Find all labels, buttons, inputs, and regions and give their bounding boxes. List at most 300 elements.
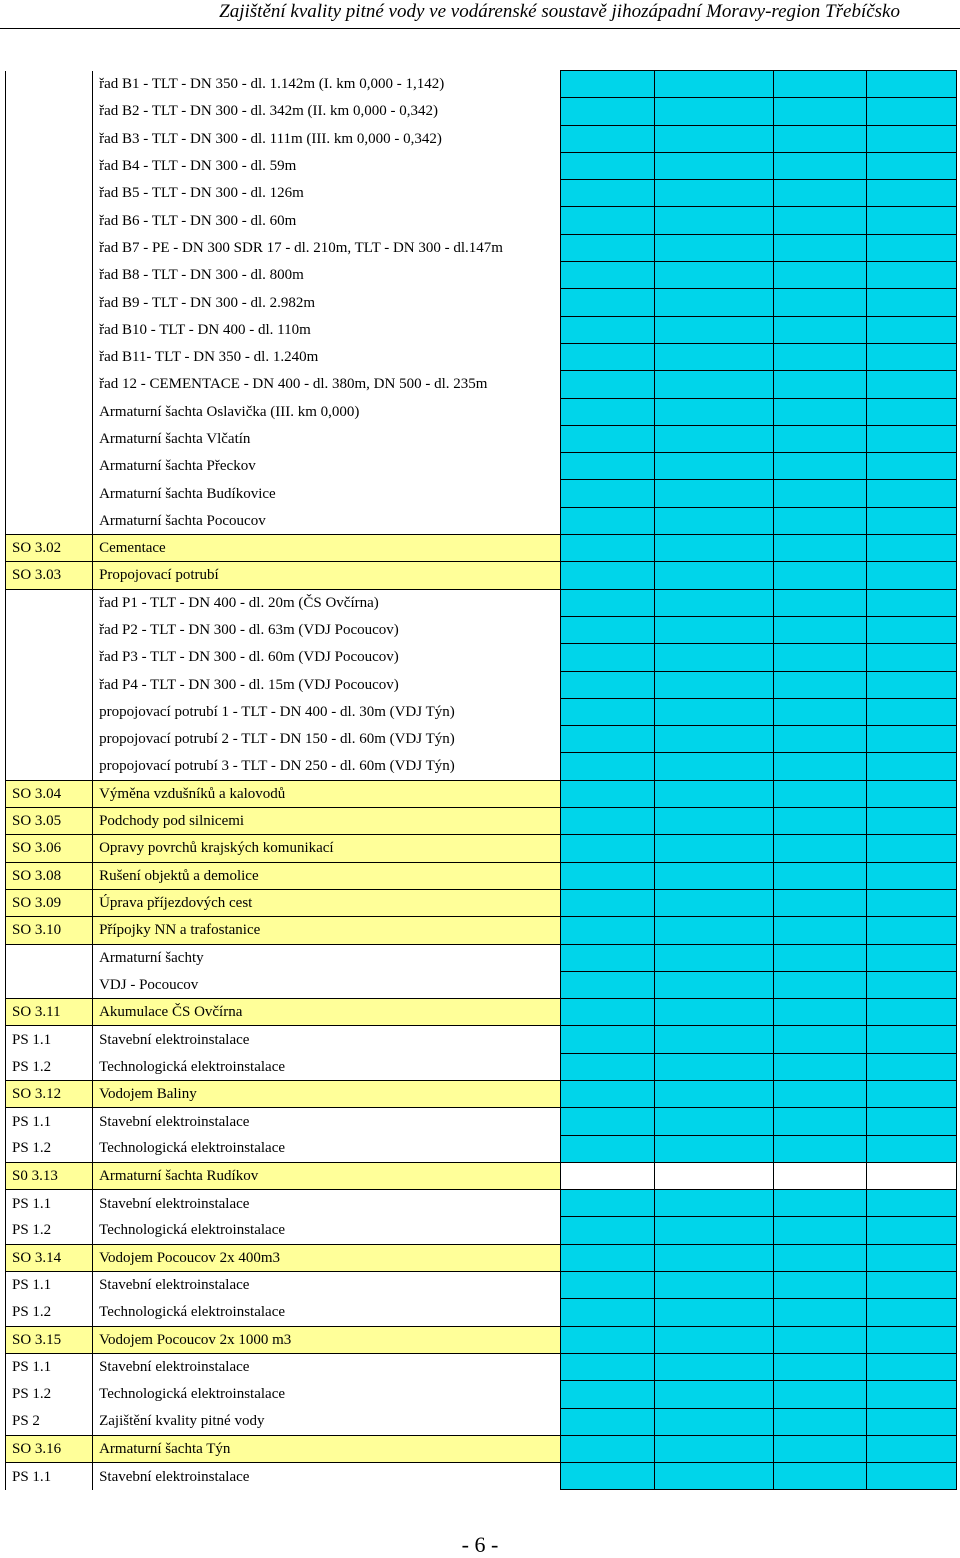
row-code bbox=[6, 316, 93, 343]
row-code bbox=[6, 371, 93, 398]
row-code bbox=[6, 289, 93, 316]
row-code bbox=[6, 944, 93, 971]
table-row bbox=[6, 698, 957, 725]
value-cell-4 bbox=[866, 453, 956, 480]
row-code: SO 3.03 bbox=[6, 562, 93, 589]
value-cell-1 bbox=[560, 589, 654, 616]
table-row bbox=[6, 1326, 957, 1353]
value-cell-2 bbox=[654, 616, 773, 643]
header-rule bbox=[0, 28, 960, 29]
value-cell-3 bbox=[773, 98, 866, 125]
table-row bbox=[6, 1190, 957, 1217]
row-description: Cementace bbox=[93, 535, 560, 562]
table-row bbox=[6, 780, 957, 807]
row-code: PS 1.1 bbox=[6, 1190, 93, 1217]
value-cell-1 bbox=[560, 316, 654, 343]
value-cell-1 bbox=[560, 234, 654, 261]
row-code: PS 1.2 bbox=[6, 1053, 93, 1080]
value-cell-4 bbox=[866, 1108, 956, 1135]
value-cell-3 bbox=[773, 808, 866, 835]
value-cell-4 bbox=[866, 999, 956, 1026]
row-code: S0 3.13 bbox=[6, 1162, 93, 1189]
document-title: Zajištění kvality pitné vody ve vodárenské soustavě jihozápadní Moravy-region Třebíčsko bbox=[219, 1, 900, 22]
value-cell-2 bbox=[654, 425, 773, 452]
value-cell-1 bbox=[560, 753, 654, 780]
value-cell-2 bbox=[654, 780, 773, 807]
value-cell-2 bbox=[654, 835, 773, 862]
row-code bbox=[6, 180, 93, 207]
table-row bbox=[6, 1162, 957, 1189]
value-cell-2 bbox=[654, 753, 773, 780]
value-cell-3 bbox=[773, 1108, 866, 1135]
value-cell-1 bbox=[560, 726, 654, 753]
table-row bbox=[6, 507, 957, 534]
row-description: řad B8 - TLT - DN 300 - dl. 800m bbox=[93, 262, 560, 289]
value-cell-2 bbox=[654, 808, 773, 835]
value-cell-1 bbox=[560, 1190, 654, 1217]
value-cell-1 bbox=[560, 671, 654, 698]
row-code bbox=[6, 453, 93, 480]
value-cell-3 bbox=[773, 262, 866, 289]
value-cell-2 bbox=[654, 1408, 773, 1435]
value-cell-1 bbox=[560, 1135, 654, 1162]
row-description: Podchody pod silnicemi bbox=[93, 808, 560, 835]
row-code: SO 3.12 bbox=[6, 1080, 93, 1107]
table-row bbox=[6, 644, 957, 671]
value-cell-2 bbox=[654, 398, 773, 425]
value-cell-1 bbox=[560, 917, 654, 944]
value-cell-1 bbox=[560, 1217, 654, 1244]
value-cell-4 bbox=[866, 917, 956, 944]
value-cell-3 bbox=[773, 971, 866, 998]
value-cell-2 bbox=[654, 507, 773, 534]
value-cell-3 bbox=[773, 1190, 866, 1217]
value-cell-4 bbox=[866, 1326, 956, 1353]
row-description: Stavební elektroinstalace bbox=[93, 1108, 560, 1135]
value-cell-4 bbox=[866, 671, 956, 698]
page-number: - 6 - bbox=[461, 1532, 499, 1557]
value-cell-2 bbox=[654, 862, 773, 889]
value-cell-1 bbox=[560, 1326, 654, 1353]
row-code: PS 1.1 bbox=[6, 1272, 93, 1299]
table-row bbox=[6, 1244, 957, 1271]
value-cell-4 bbox=[866, 316, 956, 343]
table-row bbox=[6, 808, 957, 835]
value-cell-2 bbox=[654, 971, 773, 998]
row-code bbox=[6, 726, 93, 753]
row-description: VDJ - Pocoucov bbox=[93, 971, 560, 998]
row-description: řad B11- TLT - DN 350 - dl. 1.240m bbox=[93, 343, 560, 370]
page-header bbox=[0, 0, 960, 30]
row-description: Technologická elektroinstalace bbox=[93, 1299, 560, 1326]
value-cell-3 bbox=[773, 1244, 866, 1271]
value-cell-4 bbox=[866, 398, 956, 425]
value-cell-4 bbox=[866, 944, 956, 971]
value-cell-2 bbox=[654, 316, 773, 343]
row-code: SO 3.05 bbox=[6, 808, 93, 835]
value-cell-2 bbox=[654, 999, 773, 1026]
table-row bbox=[6, 535, 957, 562]
value-cell-2 bbox=[654, 234, 773, 261]
value-cell-4 bbox=[866, 589, 956, 616]
table-row bbox=[6, 1026, 957, 1053]
value-cell-3 bbox=[773, 698, 866, 725]
value-cell-4 bbox=[866, 262, 956, 289]
value-cell-4 bbox=[866, 98, 956, 125]
value-cell-1 bbox=[560, 125, 654, 152]
value-cell-2 bbox=[654, 1244, 773, 1271]
row-description: Vodojem Baliny bbox=[93, 1080, 560, 1107]
value-cell-4 bbox=[866, 1244, 956, 1271]
value-cell-2 bbox=[654, 917, 773, 944]
row-code bbox=[6, 71, 93, 98]
row-description: Armaturní šachta Oslavička (III. km 0,000) bbox=[93, 398, 560, 425]
value-cell-1 bbox=[560, 1162, 654, 1189]
value-cell-3 bbox=[773, 343, 866, 370]
row-description: Armaturní šachta Přeckov bbox=[93, 453, 560, 480]
row-description: řad B5 - TLT - DN 300 - dl. 126m bbox=[93, 180, 560, 207]
value-cell-3 bbox=[773, 644, 866, 671]
value-cell-4 bbox=[866, 1190, 956, 1217]
row-description: Vodojem Pocoucov 2x 1000 m3 bbox=[93, 1326, 560, 1353]
row-description: Stavební elektroinstalace bbox=[93, 1272, 560, 1299]
value-cell-1 bbox=[560, 480, 654, 507]
row-description: Technologická elektroinstalace bbox=[93, 1217, 560, 1244]
row-description: Armaturní šachta Budíkovice bbox=[93, 480, 560, 507]
row-code bbox=[6, 644, 93, 671]
value-cell-4 bbox=[866, 616, 956, 643]
value-cell-2 bbox=[654, 152, 773, 179]
row-code: SO 3.09 bbox=[6, 889, 93, 916]
row-description: Technologická elektroinstalace bbox=[93, 1053, 560, 1080]
value-cell-2 bbox=[654, 1026, 773, 1053]
value-cell-1 bbox=[560, 289, 654, 316]
table-row bbox=[6, 1272, 957, 1299]
value-cell-4 bbox=[866, 1353, 956, 1380]
value-cell-2 bbox=[654, 180, 773, 207]
row-description: Armaturní šachta Rudíkov bbox=[93, 1162, 560, 1189]
value-cell-3 bbox=[773, 1299, 866, 1326]
value-cell-2 bbox=[654, 1272, 773, 1299]
row-code bbox=[6, 698, 93, 725]
value-cell-3 bbox=[773, 889, 866, 916]
table-row bbox=[6, 343, 957, 370]
row-code bbox=[6, 753, 93, 780]
value-cell-1 bbox=[560, 616, 654, 643]
table-row bbox=[6, 152, 957, 179]
value-cell-3 bbox=[773, 125, 866, 152]
table-row bbox=[6, 753, 957, 780]
value-cell-3 bbox=[773, 726, 866, 753]
row-code: SO 3.14 bbox=[6, 1244, 93, 1271]
table-row bbox=[6, 480, 957, 507]
row-code bbox=[6, 616, 93, 643]
row-description: propojovací potrubí 2 - TLT - DN 150 - dl. 60m (VDJ Týn) bbox=[93, 726, 560, 753]
value-cell-3 bbox=[773, 398, 866, 425]
table-row bbox=[6, 1463, 957, 1490]
value-cell-2 bbox=[654, 1190, 773, 1217]
value-cell-2 bbox=[654, 1135, 773, 1162]
row-code bbox=[6, 98, 93, 125]
value-cell-3 bbox=[773, 999, 866, 1026]
row-description: propojovací potrubí 3 - TLT - DN 250 - dl. 60m (VDJ Týn) bbox=[93, 753, 560, 780]
row-code bbox=[6, 480, 93, 507]
row-description: řad B7 - PE - DN 300 SDR 17 - dl. 210m, TLT - DN 300 - dl.147m bbox=[93, 234, 560, 261]
row-code bbox=[6, 971, 93, 998]
value-cell-1 bbox=[560, 535, 654, 562]
value-cell-3 bbox=[773, 1135, 866, 1162]
row-description: řad B1 - TLT - DN 350 - dl. 1.142m (I. km 0,000 - 1,142) bbox=[93, 71, 560, 98]
value-cell-3 bbox=[773, 1381, 866, 1408]
value-cell-1 bbox=[560, 1435, 654, 1462]
row-description: řad 12 - CEMENTACE - DN 400 - dl. 380m, DN 500 - dl. 235m bbox=[93, 371, 560, 398]
value-cell-2 bbox=[654, 1381, 773, 1408]
value-cell-3 bbox=[773, 289, 866, 316]
table-row bbox=[6, 917, 957, 944]
value-cell-3 bbox=[773, 562, 866, 589]
table-row bbox=[6, 398, 957, 425]
table-row bbox=[6, 862, 957, 889]
value-cell-4 bbox=[866, 1080, 956, 1107]
value-cell-2 bbox=[654, 1299, 773, 1326]
table-row bbox=[6, 1381, 957, 1408]
value-cell-3 bbox=[773, 152, 866, 179]
row-code: PS 1.2 bbox=[6, 1135, 93, 1162]
value-cell-1 bbox=[560, 999, 654, 1026]
value-cell-1 bbox=[560, 1272, 654, 1299]
value-cell-3 bbox=[773, 480, 866, 507]
value-cell-4 bbox=[866, 698, 956, 725]
value-cell-3 bbox=[773, 1272, 866, 1299]
table-row bbox=[6, 999, 957, 1026]
value-cell-4 bbox=[866, 1272, 956, 1299]
row-description: řad B2 - TLT - DN 300 - dl. 342m (II. km 0,000 - 0,342) bbox=[93, 98, 560, 125]
value-cell-1 bbox=[560, 262, 654, 289]
table-row bbox=[6, 180, 957, 207]
table-row bbox=[6, 71, 957, 98]
value-cell-3 bbox=[773, 207, 866, 234]
row-description: řad P1 - TLT - DN 400 - dl. 20m (ČS Ovčírna) bbox=[93, 589, 560, 616]
row-code: SO 3.15 bbox=[6, 1326, 93, 1353]
value-cell-1 bbox=[560, 1408, 654, 1435]
value-cell-3 bbox=[773, 1080, 866, 1107]
row-description: řad B3 - TLT - DN 300 - dl. 111m (III. km 0,000 - 0,342) bbox=[93, 125, 560, 152]
value-cell-2 bbox=[654, 1162, 773, 1189]
table-row bbox=[6, 1299, 957, 1326]
value-cell-3 bbox=[773, 1353, 866, 1380]
row-code: SO 3.11 bbox=[6, 999, 93, 1026]
value-cell-3 bbox=[773, 1463, 866, 1490]
table-row bbox=[6, 944, 957, 971]
value-cell-3 bbox=[773, 507, 866, 534]
value-cell-4 bbox=[866, 425, 956, 452]
value-cell-2 bbox=[654, 71, 773, 98]
value-cell-1 bbox=[560, 98, 654, 125]
value-cell-4 bbox=[866, 371, 956, 398]
value-cell-2 bbox=[654, 289, 773, 316]
value-cell-4 bbox=[866, 562, 956, 589]
row-description: Armaturní šachta Týn bbox=[93, 1435, 560, 1462]
value-cell-2 bbox=[654, 480, 773, 507]
value-cell-3 bbox=[773, 1026, 866, 1053]
row-code bbox=[6, 398, 93, 425]
value-cell-2 bbox=[654, 1326, 773, 1353]
table-body bbox=[6, 71, 957, 1490]
value-cell-2 bbox=[654, 589, 773, 616]
value-cell-3 bbox=[773, 1053, 866, 1080]
value-cell-4 bbox=[866, 234, 956, 261]
value-cell-4 bbox=[866, 1162, 956, 1189]
value-cell-3 bbox=[773, 944, 866, 971]
value-cell-3 bbox=[773, 780, 866, 807]
row-description: Opravy povrchů krajských komunikací bbox=[93, 835, 560, 862]
value-cell-3 bbox=[773, 616, 866, 643]
value-cell-3 bbox=[773, 1162, 866, 1189]
value-cell-2 bbox=[654, 1463, 773, 1490]
value-cell-3 bbox=[773, 1326, 866, 1353]
row-description: řad P3 - TLT - DN 300 - dl. 60m (VDJ Pocoucov) bbox=[93, 644, 560, 671]
table-row bbox=[6, 971, 957, 998]
row-code: PS 2 bbox=[6, 1408, 93, 1435]
row-code bbox=[6, 234, 93, 261]
value-cell-4 bbox=[866, 835, 956, 862]
row-code bbox=[6, 425, 93, 452]
value-cell-1 bbox=[560, 398, 654, 425]
table-row bbox=[6, 1353, 957, 1380]
value-cell-2 bbox=[654, 1080, 773, 1107]
value-cell-4 bbox=[866, 507, 956, 534]
value-cell-2 bbox=[654, 98, 773, 125]
value-cell-1 bbox=[560, 1353, 654, 1380]
value-cell-1 bbox=[560, 944, 654, 971]
row-description: Armaturní šachty bbox=[93, 944, 560, 971]
value-cell-3 bbox=[773, 371, 866, 398]
value-cell-3 bbox=[773, 589, 866, 616]
value-cell-3 bbox=[773, 835, 866, 862]
value-cell-1 bbox=[560, 1244, 654, 1271]
row-description: Přípojky NN a trafostanice bbox=[93, 917, 560, 944]
row-description: Stavební elektroinstalace bbox=[93, 1026, 560, 1053]
value-cell-4 bbox=[866, 1299, 956, 1326]
table-row bbox=[6, 234, 957, 261]
value-cell-1 bbox=[560, 152, 654, 179]
row-description: Technologická elektroinstalace bbox=[93, 1381, 560, 1408]
value-cell-4 bbox=[866, 71, 956, 98]
value-cell-2 bbox=[654, 889, 773, 916]
value-cell-2 bbox=[654, 644, 773, 671]
value-cell-2 bbox=[654, 535, 773, 562]
row-description: Akumulace ČS Ovčírna bbox=[93, 999, 560, 1026]
value-cell-1 bbox=[560, 889, 654, 916]
value-cell-3 bbox=[773, 753, 866, 780]
value-cell-1 bbox=[560, 808, 654, 835]
value-cell-4 bbox=[866, 889, 956, 916]
value-cell-2 bbox=[654, 453, 773, 480]
value-cell-2 bbox=[654, 1053, 773, 1080]
value-cell-4 bbox=[866, 644, 956, 671]
value-cell-2 bbox=[654, 671, 773, 698]
value-cell-1 bbox=[560, 1463, 654, 1490]
value-cell-3 bbox=[773, 234, 866, 261]
table-row bbox=[6, 262, 957, 289]
value-cell-4 bbox=[866, 125, 956, 152]
table-row bbox=[6, 289, 957, 316]
value-cell-4 bbox=[866, 289, 956, 316]
row-code: PS 1.1 bbox=[6, 1026, 93, 1053]
value-cell-1 bbox=[560, 1053, 654, 1080]
row-code: PS 1.2 bbox=[6, 1299, 93, 1326]
value-cell-2 bbox=[654, 726, 773, 753]
table-row bbox=[6, 98, 957, 125]
value-cell-1 bbox=[560, 371, 654, 398]
row-code bbox=[6, 507, 93, 534]
table-row bbox=[6, 1408, 957, 1435]
table-row bbox=[6, 316, 957, 343]
row-description: Armaturní šachta Pocoucov bbox=[93, 507, 560, 534]
value-cell-3 bbox=[773, 917, 866, 944]
value-cell-4 bbox=[866, 753, 956, 780]
value-cell-4 bbox=[866, 808, 956, 835]
value-cell-2 bbox=[654, 698, 773, 725]
value-cell-1 bbox=[560, 1299, 654, 1326]
row-description: Armaturní šachta Vlčatín bbox=[93, 425, 560, 452]
row-description: řad B10 - TLT - DN 400 - dl. 110m bbox=[93, 316, 560, 343]
table-row bbox=[6, 889, 957, 916]
value-cell-1 bbox=[560, 1026, 654, 1053]
value-cell-1 bbox=[560, 180, 654, 207]
row-code bbox=[6, 671, 93, 698]
value-cell-2 bbox=[654, 262, 773, 289]
budget-table bbox=[5, 70, 957, 1490]
table-row bbox=[6, 562, 957, 589]
value-cell-1 bbox=[560, 71, 654, 98]
table-row bbox=[6, 1435, 957, 1462]
value-cell-1 bbox=[560, 698, 654, 725]
value-cell-1 bbox=[560, 425, 654, 452]
value-cell-3 bbox=[773, 425, 866, 452]
row-description: řad B4 - TLT - DN 300 - dl. 59m bbox=[93, 152, 560, 179]
row-code: SO 3.06 bbox=[6, 835, 93, 862]
table-row bbox=[6, 835, 957, 862]
value-cell-3 bbox=[773, 453, 866, 480]
row-description: Úprava příjezdových cest bbox=[93, 889, 560, 916]
value-cell-1 bbox=[560, 562, 654, 589]
value-cell-3 bbox=[773, 71, 866, 98]
table-row bbox=[6, 1053, 957, 1080]
value-cell-3 bbox=[773, 671, 866, 698]
value-cell-1 bbox=[560, 971, 654, 998]
value-cell-4 bbox=[866, 1135, 956, 1162]
table-row bbox=[6, 589, 957, 616]
value-cell-2 bbox=[654, 1353, 773, 1380]
value-cell-4 bbox=[866, 152, 956, 179]
value-cell-1 bbox=[560, 207, 654, 234]
value-cell-2 bbox=[654, 125, 773, 152]
row-description: Vodojem Pocoucov 2x 400m3 bbox=[93, 1244, 560, 1271]
row-code bbox=[6, 589, 93, 616]
table-row bbox=[6, 125, 957, 152]
value-cell-1 bbox=[560, 780, 654, 807]
value-cell-4 bbox=[866, 1026, 956, 1053]
value-cell-4 bbox=[866, 180, 956, 207]
value-cell-1 bbox=[560, 507, 654, 534]
value-cell-4 bbox=[866, 1053, 956, 1080]
row-code: PS 1.1 bbox=[6, 1108, 93, 1135]
row-description: Propojovací potrubí bbox=[93, 562, 560, 589]
value-cell-3 bbox=[773, 1217, 866, 1244]
value-cell-3 bbox=[773, 316, 866, 343]
value-cell-4 bbox=[866, 1408, 956, 1435]
